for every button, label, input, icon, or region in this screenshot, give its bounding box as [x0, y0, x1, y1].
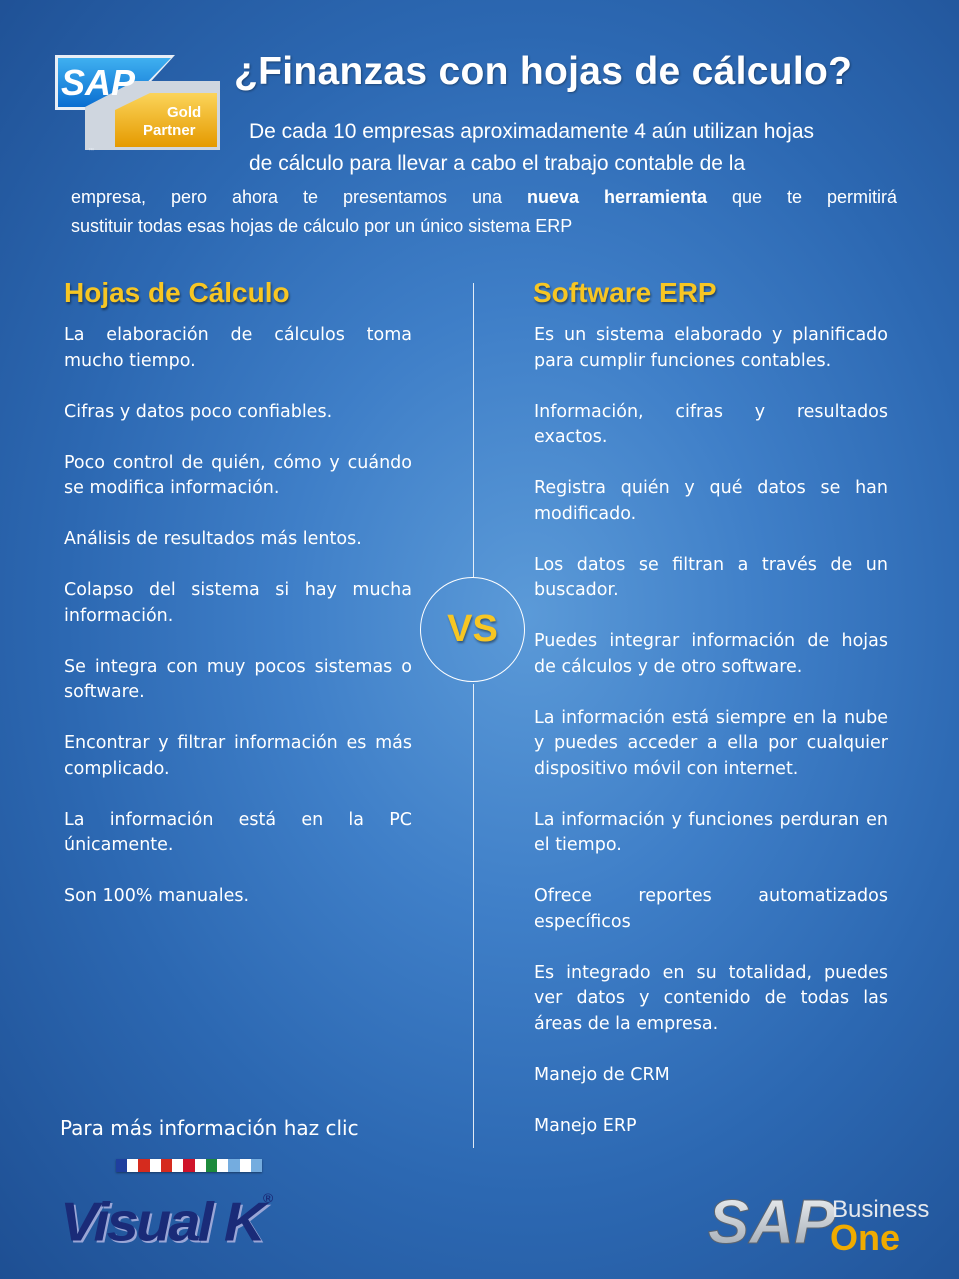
sap-business-one-logo: [708, 1187, 938, 1257]
erp-list: [534, 323, 888, 1165]
list-item: Los datos se filtran a través de un buscador.: [534, 554, 888, 600]
flag-stripe: [240, 1159, 251, 1172]
list-item: Manejo ERP: [534, 1115, 637, 1136]
vs-text: VS: [447, 608, 498, 650]
gold-badge-text: Gold: [167, 104, 202, 121]
sap-b1-brand-text: SAP: [708, 1188, 836, 1257]
list-item: Se integra con muy pocos sistemas o software.: [64, 656, 412, 702]
list-item: Manejo de CRM: [534, 1064, 670, 1085]
list-item: Encontrar y filtrar información es más complicado.: [64, 733, 412, 779]
list-item: La información está siempre en la nube y puedes acceder a ella por cualquier dispositivo móvil con internet.: [534, 707, 888, 779]
flag-stripe: [217, 1159, 228, 1172]
list-item: Análisis de resultados más lentos.: [64, 529, 362, 549]
list-item: Son 100% manuales.: [64, 886, 250, 906]
intro-text-segment: que te permitirá: [707, 187, 898, 207]
flag-stripe: [206, 1159, 217, 1172]
spreadsheets-heading: Hojas de Cálculo: [64, 277, 290, 308]
intro-text-line: sustituir todas esas hojas de cálculo por un único sistema ERP: [71, 216, 573, 236]
flag-stripe: [161, 1159, 172, 1172]
registered-mark: ®: [262, 1190, 274, 1206]
intro-highlight: nueva herramienta: [527, 187, 708, 207]
list-item: La información y funciones perduran en el tiempo.: [534, 809, 888, 855]
flag-stripe: [172, 1159, 183, 1172]
flag-stripe: [138, 1159, 149, 1172]
sap-gold-partner-logo: [55, 55, 220, 155]
spreadsheets-list: [64, 323, 412, 935]
flag-stripe: [150, 1159, 161, 1172]
business-text: Business: [832, 1196, 930, 1223]
list-item: Poco control de quién, cómo y cuándo se modifica información.: [64, 452, 412, 498]
flag-stripe: [228, 1159, 239, 1172]
intro-text-line: De cada 10 empresas aproximadamente 4 aún utilizan hojas: [249, 120, 815, 143]
list-item: Puedes integrar información de hojas de cálculos y de otro software.: [534, 631, 888, 677]
flag-stripe: [116, 1159, 127, 1172]
list-item: Es un sistema elaborado y planificado para cumplir funciones contables.: [534, 325, 888, 371]
flag-stripe: [127, 1159, 138, 1172]
erp-heading: Software ERP: [533, 277, 717, 308]
flag-stripe: [183, 1159, 194, 1172]
page-title: ¿Finanzas con hojas de cálculo?: [234, 50, 853, 93]
list-item: La información está en la PC únicamente.: [64, 809, 412, 855]
country-flags-strip: [116, 1159, 262, 1172]
intro-text-line: de cálculo para llevar a cabo el trabajo contable de la: [249, 152, 746, 175]
more-info-link[interactable]: Para más información haz clic: [60, 1116, 359, 1140]
column-divider: [473, 283, 474, 577]
vs-badge: [420, 577, 525, 682]
flag-stripe: [195, 1159, 206, 1172]
list-item: Colapso del sistema si hay mucha información.: [64, 580, 412, 626]
intro-text-segment: empresa, pero ahora te presentamos una: [71, 187, 527, 207]
list-item: Cifras y datos poco confiables.: [64, 401, 333, 422]
column-divider: [473, 684, 474, 1148]
list-item: Ofrece reportes automatizados específicos: [534, 886, 888, 932]
visual-k-logo-text: Visual K: [60, 1190, 263, 1253]
intro-text-line: [71, 187, 897, 208]
list-item: Registra quién y qué datos se han modificado.: [534, 478, 888, 524]
list-item: Es integrado en su totalidad, puedes ver datos y contenido de todas las áreas de la empresa.: [534, 962, 888, 1034]
flag-stripe: [251, 1159, 262, 1172]
sap-logo-text: SAP: [61, 62, 136, 103]
trademark-text: ™: [88, 148, 94, 154]
list-item: La elaboración de cálculos toma mucho tiempo.: [64, 325, 412, 371]
partner-badge-text: Partner: [143, 122, 196, 139]
list-item: Información, cifras y resultados exactos.: [534, 401, 888, 447]
visual-k-logo: [60, 1190, 273, 1254]
one-text: One: [830, 1217, 901, 1257]
